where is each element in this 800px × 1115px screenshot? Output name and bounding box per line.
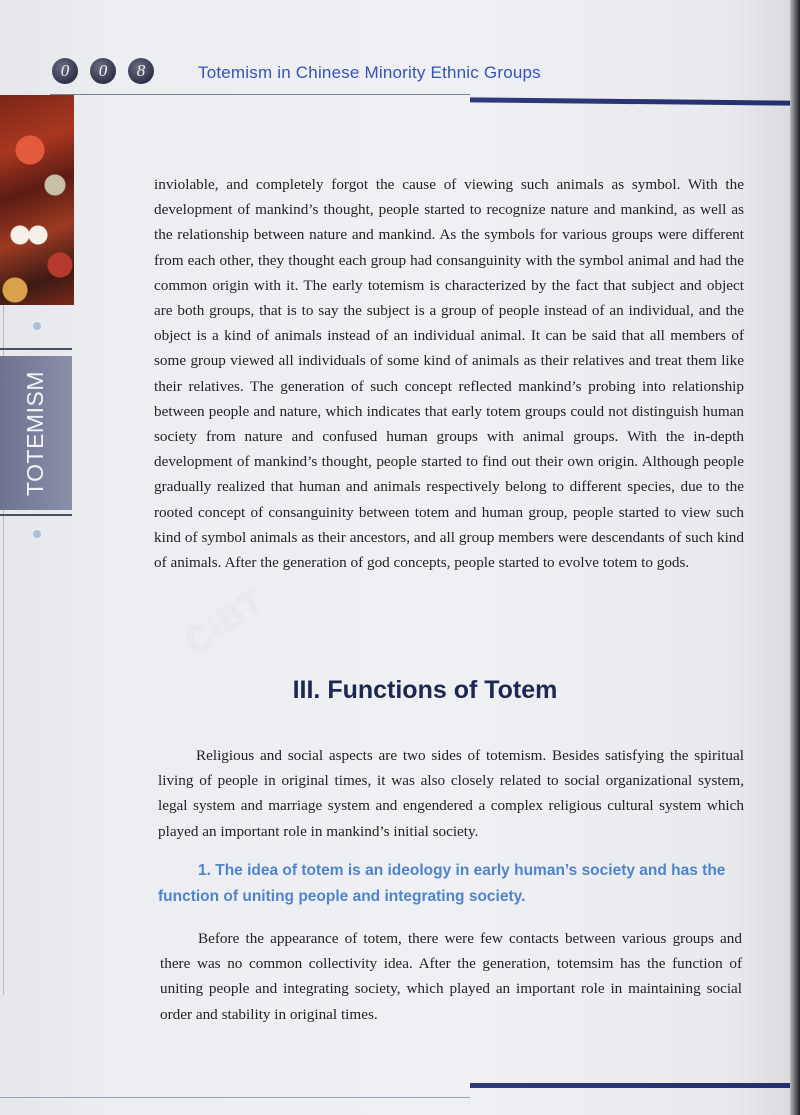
header-accent-bar — [470, 97, 790, 105]
margin-dot — [33, 322, 41, 330]
side-tab-rule-top — [0, 348, 72, 350]
page-digit-circle: 0 — [90, 58, 116, 84]
body-paragraph: Religious and social aspects are two sides of totemism. Besides satisfying the spiritual living of people in original times, it was also closely related to social organizational system, legal system and marriage system and engendered a complex religious cultural system which played an important role in mankind’s initial society. — [158, 747, 744, 840]
page-edge-shadow — [790, 0, 800, 1115]
page-number — [52, 58, 154, 84]
header-rule — [50, 94, 470, 95]
page-digit-circle: 0 — [52, 58, 78, 84]
footer-accent-bar — [470, 1083, 790, 1088]
decorative-totem-image — [0, 95, 74, 305]
side-tab-rule-bottom — [0, 514, 72, 516]
body-paragraph: Before the appearance of totem, there were few contacts between various groups and there was no common collectivity idea. After the generation, totemsim has the function of uniting people and integrating society, which played an important role in maintaining social order and stability in original times. — [160, 930, 742, 1023]
subsection-heading: 1. The idea of totem is an ideology in early human’s society and has the function of uniting people and integrating society. — [158, 862, 726, 905]
running-header-title: Totemism in Chinese Minority Ethnic Groups — [198, 63, 541, 82]
watermark: CIBT — [178, 580, 273, 662]
body-paragraph: inviolable, and completely forgot the cause of viewing such animals as symbol. With the development of mankind’s thought, people started to recognize nature and mankind, as well as the relationship between nature and mankind. As the symbols for various groups were different from each other, they thought each group had consanguinity with the symbol animal and had the common origin with it. The early totemism is characterized by the fact that subject and object are both groups, that is to say the subject is a group of people instead of an individual, and the object is a kind of animals instead of an individual animal. It can be said that all members of some group viewed all individuals of some kind of animals as their relatives and treat them like their relatives. The generation of such concept reflected mankind’s probing into relationship between people and nature, which indicates that early totem groups could not distinguish human society from nature and confused human groups with animal groups. With the in-depth development of mankind’s thought, people started to find out their own origin. Although people gradually realized that human and animals respectively belong to different species, due to the rooted concept of consanguinity between totem and human group, people started to view such kind of symbol animals as their ancestors, and all group members were descendants of such kind of animals. After the generation of god concepts, people started to evolve totem to gods. — [154, 176, 744, 572]
side-tab-text: TOTEMISM — [21, 370, 48, 496]
page-digit-circle: 8 — [128, 58, 154, 84]
side-tab-label — [10, 358, 60, 508]
margin-dot — [33, 530, 41, 538]
footer-rule — [0, 1097, 470, 1098]
section-heading: III. Functions of Totem — [292, 676, 558, 704]
